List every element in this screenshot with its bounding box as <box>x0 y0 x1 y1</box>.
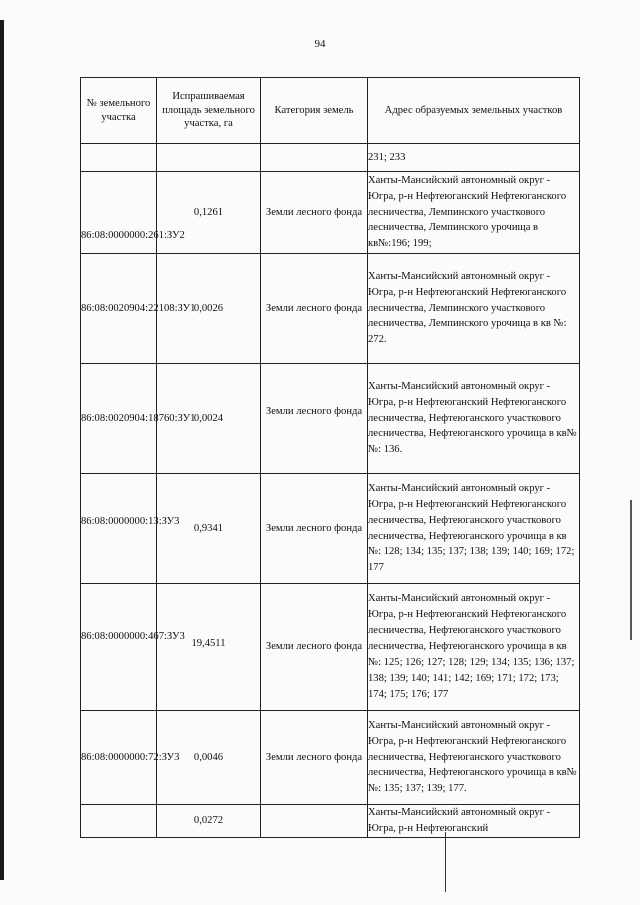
header-address: Адрес образуемых земельных участков <box>368 78 580 144</box>
address-cell: Ханты-Мансийский автономный округ - Югра, р-н Нефтеюганский Нефтеюганского лесничества, Лемпинского участкового лесничества, Лемпинского урочища в кв№:196; 199; <box>368 172 580 254</box>
plot-number-cell: 86:08:0000000:261:ЗУ2 <box>81 172 157 254</box>
category-cell: Земли лесного фонда <box>261 172 368 254</box>
header-requested-area: Испрашиваемая площадь земельного участка, га <box>157 78 261 144</box>
table-row <box>81 144 580 172</box>
table-header-row <box>81 78 580 144</box>
category-cell: Земли лесного фонда <box>261 711 368 805</box>
address-cell: Ханты-Мансийский автономный округ - Югра, р-н Нефтеюганский Нефтеюганского лесничества, Лемпинского участкового лесничества, Лемпинского урочища в кв №: 272. <box>368 254 580 364</box>
scan-mark-right <box>630 500 632 640</box>
table-row <box>81 172 580 254</box>
table-row <box>81 584 580 711</box>
area-cell: 0,1261 <box>157 172 261 254</box>
category-cell: Земли лесного фонда <box>261 474 368 584</box>
plot-number-cell <box>81 805 157 838</box>
area-cell: 0,0026 <box>157 254 261 364</box>
plot-number-cell: 86:08:0020904:22108:ЗУ1 <box>81 254 157 364</box>
category-cell: Земли лесного фонда <box>261 364 368 474</box>
address-cell: Ханты-Мансийский автономный округ - Югра, р-н Нефтеюганский Нефтеюганского лесничества, Нефтеюганского участкового лесничества, Нефтеюганского урочища в кв №: 128; 134; 135; 137; 138; 139; 140; 169; 172; 177 <box>368 474 580 584</box>
table-row <box>81 805 580 838</box>
plot-number-cell: 86:08:0020904:18760:ЗУ1 <box>81 364 157 474</box>
page-number: 94 <box>314 38 326 50</box>
table-row <box>81 474 580 584</box>
area-cell: 0,0272 <box>157 805 261 838</box>
area-cell: 19,4511 <box>157 584 261 711</box>
address-cell: Ханты-Мансийский автономный округ - Югра, р-н Нефтеюганский Нефтеюганского лесничества, Нефтеюганского участкового лесничества, Нефтеюганского урочища в кв№№: 135; 137; 139; 177. <box>368 711 580 805</box>
plot-number-cell <box>81 144 157 172</box>
land-plots-table <box>80 77 580 838</box>
table-row <box>81 711 580 805</box>
plot-number-cell: 86:08:0000000:13:ЗУ3 <box>81 474 157 584</box>
table-row <box>81 364 580 474</box>
plot-number-cell: 86:08:0000000:72:ЗУ3 <box>81 711 157 805</box>
header-land-category: Категория земель <box>261 78 368 144</box>
address-cell: Ханты-Мансийский автономный округ - Югра, р-н Нефтеюганский Нефтеюганского лесничества, Нефтеюганского участкового лесничества, Нефтеюганского урочища в кв №: 125; 126; 127; 128; 129; 134; 135; 136; 137; 138; 139; 140; 141; 142; 169; 171; 172; 173; 174; 175; 176; 177 <box>368 584 580 711</box>
address-cell: Ханты-Мансийский автономный округ - Югра, р-н Нефтеюганский <box>368 805 580 838</box>
category-cell <box>261 144 368 172</box>
area-cell: 0,9341 <box>157 474 261 584</box>
table-row <box>81 254 580 364</box>
plot-number-cell: 86:08:0000000:467:ЗУ3 <box>81 584 157 711</box>
address-cell: Ханты-Мансийский автономный округ - Югра, р-н Нефтеюганский Нефтеюганского лесничества, Нефтеюганского участкового лесничества, Нефтеюганского урочища в кв№№: 136. <box>368 364 580 474</box>
header-plot-number: № земельного участка <box>81 78 157 144</box>
address-cell: 231; 233 <box>368 144 580 172</box>
category-cell <box>261 805 368 838</box>
area-cell <box>157 144 261 172</box>
category-cell: Земли лесного фонда <box>261 254 368 364</box>
area-cell: 0,0046 <box>157 711 261 805</box>
scan-mark-bottom <box>445 832 446 892</box>
area-cell: 0,0024 <box>157 364 261 474</box>
category-cell: Земли лесного фонда <box>261 584 368 711</box>
scan-edge-left <box>0 20 4 880</box>
